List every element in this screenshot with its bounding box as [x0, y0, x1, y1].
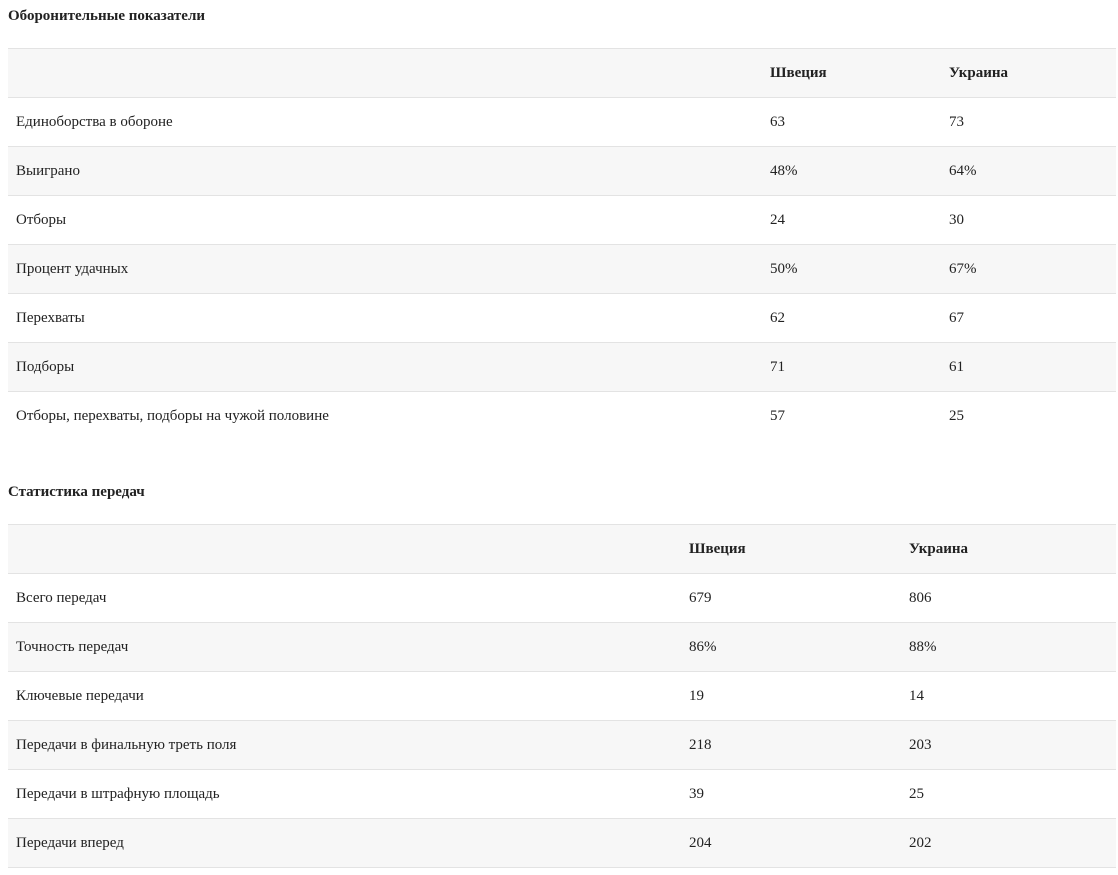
- sweden-value: 24: [762, 196, 941, 245]
- table-row: [8, 343, 1116, 392]
- table-row: [8, 819, 1116, 868]
- ukraine-value: 14: [901, 672, 1116, 721]
- row-label: Перехваты: [8, 294, 762, 343]
- sweden-value: 71: [762, 343, 941, 392]
- ukraine-value: 25: [949, 408, 964, 424]
- column-header-ukraine: Украина: [901, 525, 1116, 574]
- table-row: [8, 196, 1116, 245]
- column-header-sweden: Швеция: [762, 49, 941, 98]
- sweden-value: 679: [681, 574, 901, 623]
- row-label: Всего передач: [8, 574, 681, 623]
- row-label: Точность передач: [8, 623, 681, 672]
- row-label: Передачи в финальную треть поля: [8, 721, 681, 770]
- table-row: [8, 294, 1116, 343]
- passing-stats-table: [8, 524, 1116, 868]
- ukraine-value: 88%: [901, 623, 1116, 672]
- sweden-value: 204: [681, 819, 901, 868]
- table-row: [8, 392, 1116, 441]
- ukraine-value: 73: [941, 98, 1116, 147]
- ukraine-value: 806: [901, 574, 1116, 623]
- table-row: [8, 721, 1116, 770]
- column-header-metric: [8, 525, 681, 574]
- table-row: [8, 574, 1116, 623]
- row-label: Передачи в штрафную площадь: [8, 770, 681, 819]
- sweden-value: 57: [770, 408, 785, 424]
- defense-stats-table: [8, 48, 1116, 440]
- ukraine-value: 67: [941, 294, 1116, 343]
- row-label: Единоборства в обороне: [8, 98, 762, 147]
- passing-section-title: Статистика передач: [8, 484, 145, 500]
- table-row: [8, 770, 1116, 819]
- row-label: Выиграно: [8, 147, 762, 196]
- ukraine-value: 30: [941, 196, 1116, 245]
- sweden-value: 50%: [762, 245, 941, 294]
- defense-section-title: Оборонительные показатели: [8, 8, 206, 24]
- column-header-sweden: Швеция: [681, 525, 901, 574]
- table-row: [8, 623, 1116, 672]
- sweden-value: 39: [681, 770, 901, 819]
- table-row: [8, 672, 1116, 721]
- sweden-value: 63: [762, 98, 941, 147]
- row-label: Подборы: [8, 343, 762, 392]
- row-label: Процент удачных: [8, 245, 762, 294]
- table-row: [8, 147, 1116, 196]
- ukraine-value: 202: [901, 819, 1116, 868]
- sweden-value: 86%: [681, 623, 901, 672]
- sweden-value: 218: [681, 721, 901, 770]
- table-header-row: [8, 525, 1116, 574]
- table-row: [8, 98, 1116, 147]
- column-header-ukraine: Украина: [941, 49, 1116, 98]
- ukraine-value: 203: [901, 721, 1116, 770]
- row-label: Отборы: [8, 196, 762, 245]
- ukraine-value: 64%: [941, 147, 1116, 196]
- column-header-metric: [8, 49, 762, 98]
- row-label: Передачи вперед: [8, 819, 681, 868]
- ukraine-value: 61: [941, 343, 1116, 392]
- row-label: Ключевые передачи: [8, 672, 681, 721]
- ukraine-value: 67%: [941, 245, 1116, 294]
- row-label: Отборы, перехваты, подборы на чужой половине: [16, 408, 329, 424]
- sweden-value: 19: [681, 672, 901, 721]
- sweden-value: 62: [762, 294, 941, 343]
- sweden-value: 48%: [762, 147, 941, 196]
- table-header-row: [8, 49, 1116, 98]
- table-row: [8, 245, 1116, 294]
- ukraine-value: 25: [901, 770, 1116, 819]
